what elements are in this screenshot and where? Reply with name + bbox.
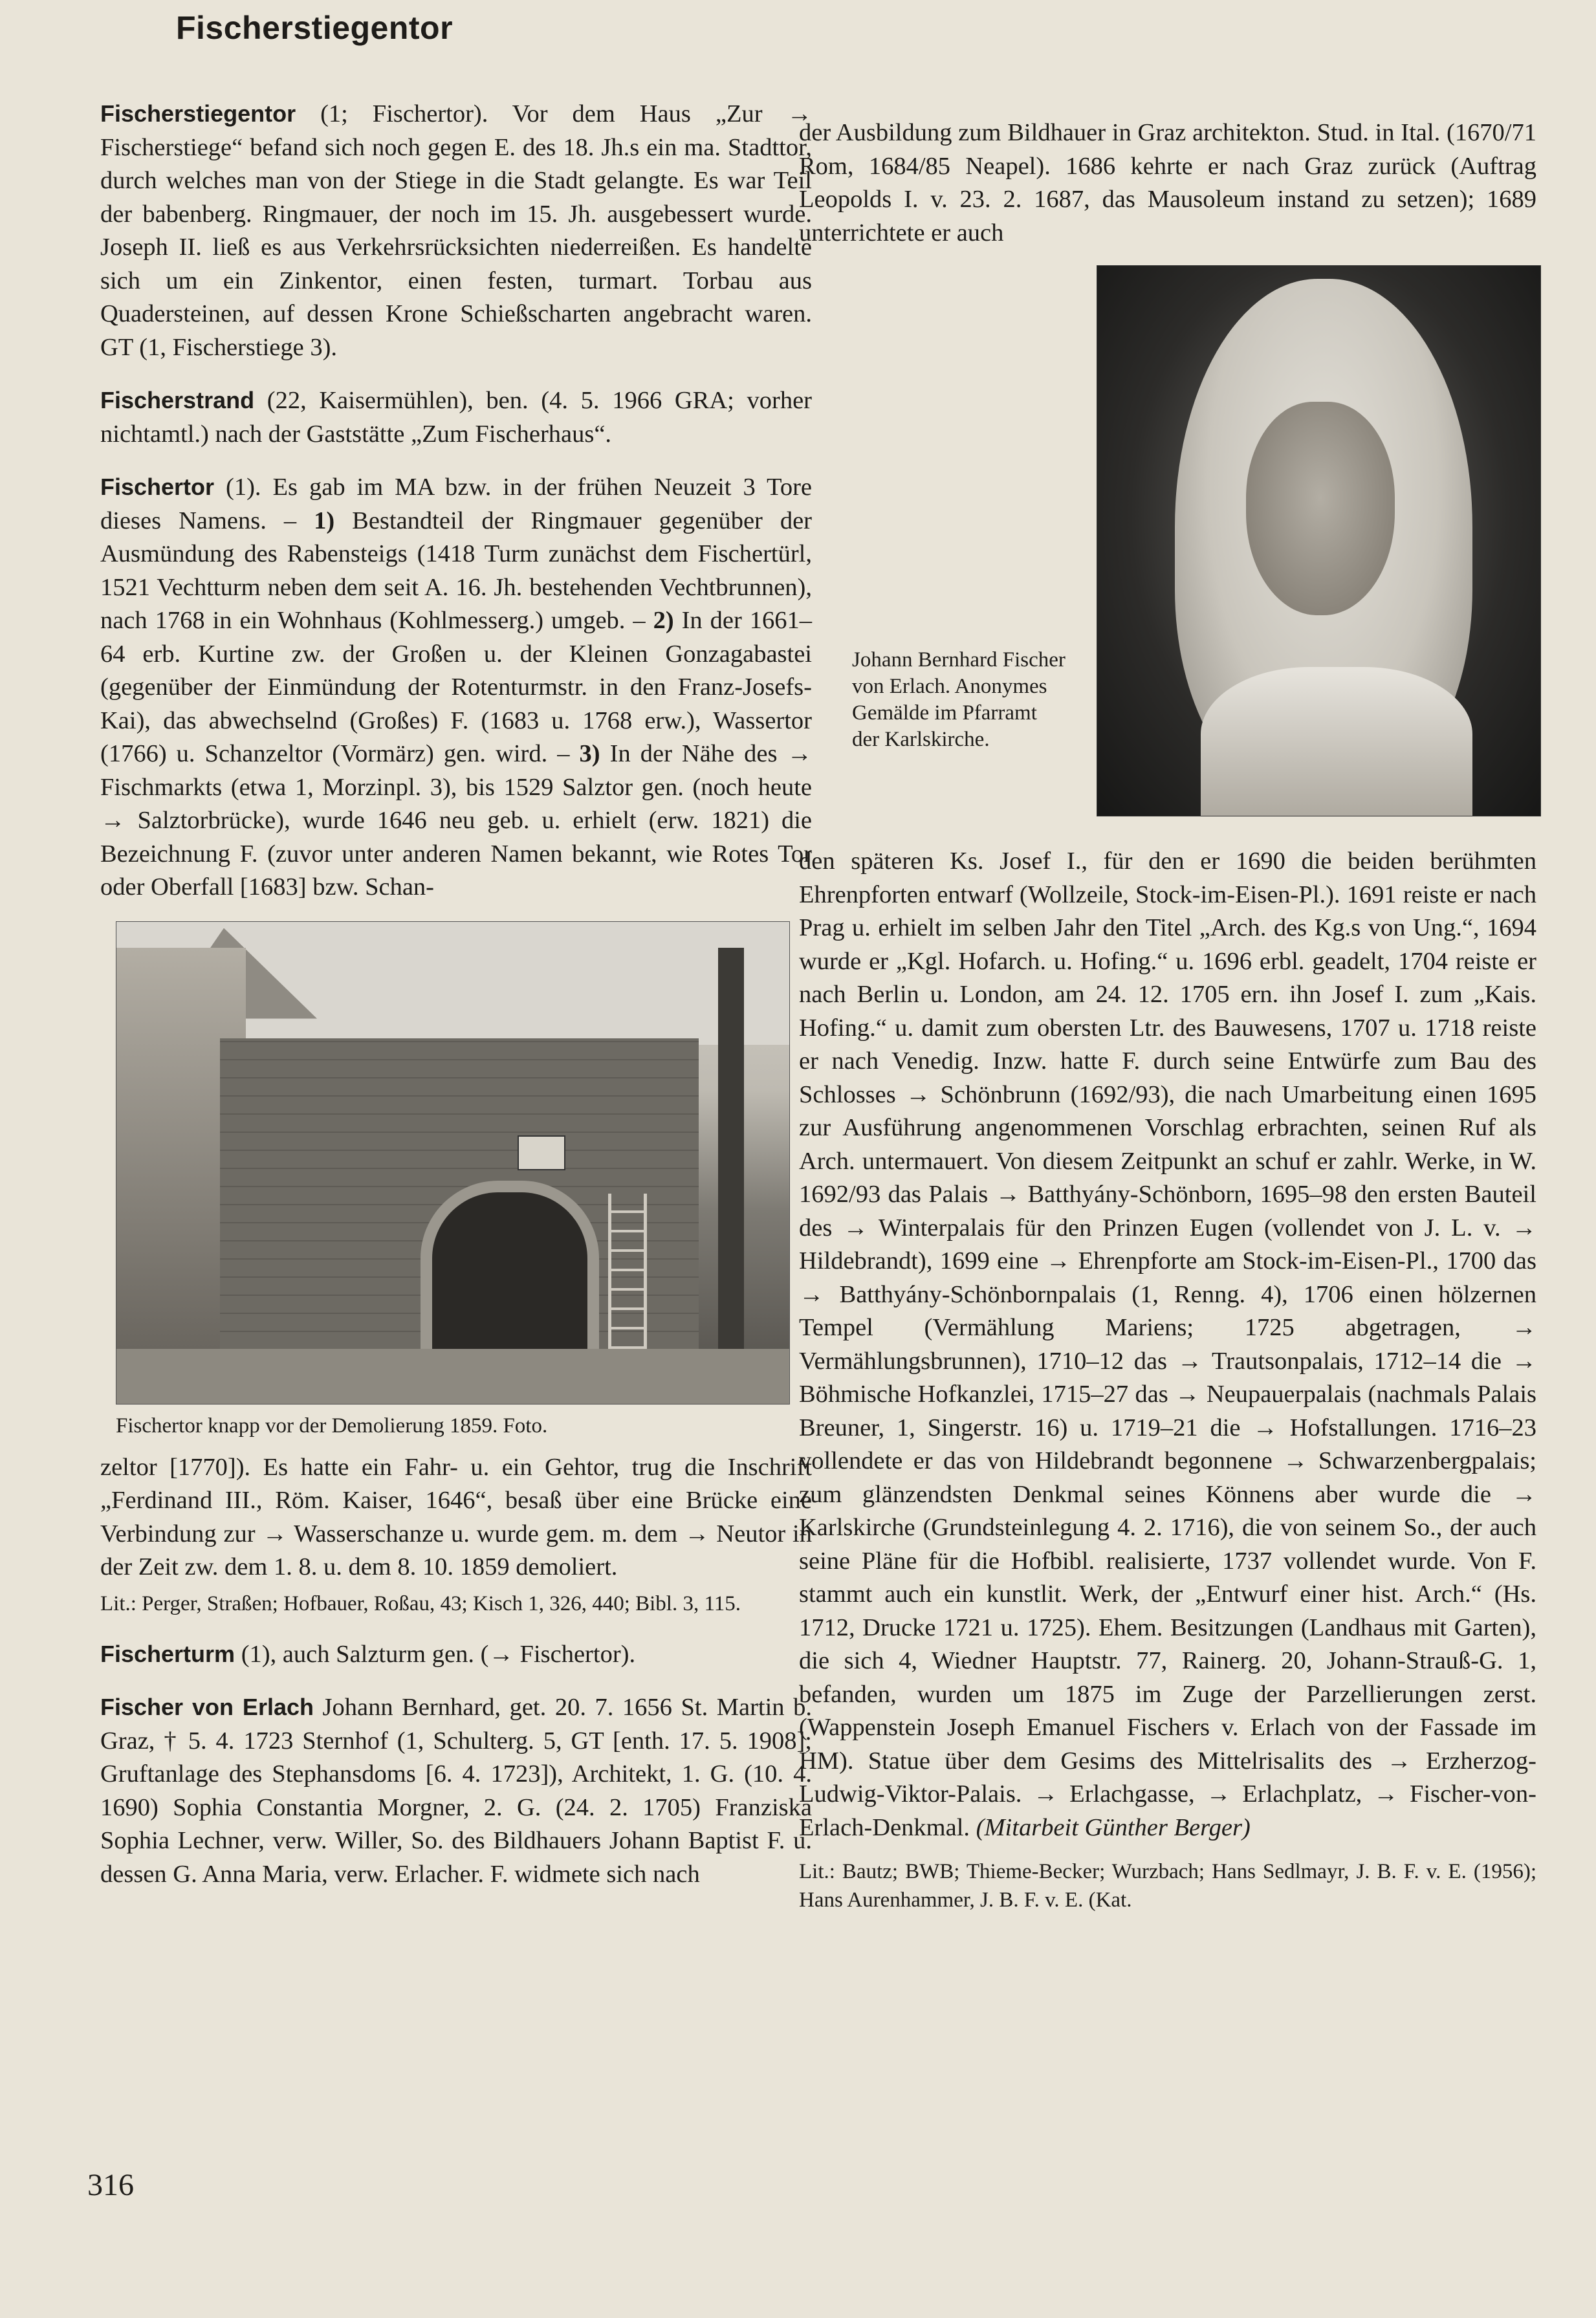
entry-fischertor-continuation: zeltor [1770]). Es hatte ein Fahr- u. ein Gehtor, trug die Inschrift „Ferdinand III., Röm. Kaiser, 1646“, besaß über eine Brücke eine Verbindung zur → Wasserschanze u. wurde gem. m. dem → Neutor in der Zeit zw. dem 1. 8. u. dem 8. 10. 1859 demoliert. [100, 1453, 812, 1580]
entry-fischerturm [100, 1637, 812, 1672]
section-number: 3) [579, 740, 600, 767]
left-column [100, 97, 812, 1910]
headword: Fischer von Erlach [100, 1694, 314, 1720]
entry-text: Bestandteil der Ringmauer gegenüber der Ausmündung des Rabensteigs (1418 Turm zunächst dem Fischertürl, 1521 Vechtturm neben dem seit A. 16. Jh. bestehenden Vechtbrunnen), nach 1768 in ein Wohnhaus (Kohlmesserg.) umgeb. – [100, 507, 813, 634]
right-column [799, 116, 1536, 1934]
entry-text: In der 1661–64 erb. Kurtine zw. der Großen u. der Kleinen Gonzagabastei (gegenüber der Einmündung der Rotenturmstr. in den Franz-Josefs-Kai), das abwechselnd (Großes) F. (1683 u. 1768 erw.), Wassertor (1766) u. Schanzeltor (Vormärz) gen. wird. – [100, 607, 812, 767]
entry-text: (1; Fischertor). Vor dem Haus „Zur → Fischerstiege“ befand sich noch gegen E. des 18. Jh.s ein ma. Stadttor, durch welches man von der Stiege in die Stadt gelangte. Es war Teil der babenberg. Ringmauer, der noch im 15. Jh. ausgebessert wurde. Joseph II. ließ es aus Verkehrsrücksichten niederreißen. Es handelte sich um ein Zinkentor, einen festen, turmart. Torbau aus Quadersteinen, auf dessen Krone Schießscharten angebracht waren. GT (1, Fischerstiege 3). [100, 100, 812, 361]
headword: Fischerstiegentor [100, 100, 296, 127]
fischertor-photo [116, 921, 790, 1405]
portrait-caption: Johann Bernhard Fischer von Erlach. Anonymes Gemälde im Pfarramt der Karlskirche. [852, 648, 1066, 751]
entry-continuation: der Ausbildung zum Bildhauer in Graz architekton. Stud. in Ital. (1670/71 Rom, 1684/85 Neapel). 1686 kehrte er nach Graz zurück (Auftrag Leopolds I. v. 23. 2. 1687, das Mausoleum instand zu setzen); 1689 unterrichtete er auch [799, 119, 1536, 246]
entry-continuation [799, 845, 1536, 1844]
entry-fischerstrand [100, 384, 812, 451]
entry-text: den späteren Ks. Josef I., für den er 1690 die beiden berühmten Ehrenpforten entwarf (Wollzeile, Stock-im-Eisen-Pl.). 1691 reiste er nach Prag u. erhielt im selben Jahr den Titel „Arch. des Kg.s von Ung.“, 1694 wurde er „Kgl. Hofarch. u. Hofing.“ u. 1696 erbl. geadelt, 1704 reiste er nach Berlin u. London, am 24. 12. 1705 ern. ihn Josef I. zum „Kais. Hofing.“ u. damit zum obersten Ltr. des Bauwesens, 1707 u. 1718 reiste er nach Venedig. Inzw. hatte F. durch seine Entwürfe zum Bau des Schlosses → Schönbrunn (1692/93), die nach Umarbeitung einen 1695 zur Ausführung angenommenen Vorschlag erbrachten, seinen Ruf als Arch. untermauert. Von diesem Zeitpunkt an schuf er zahlr. Werke, in W. 1692/93 das Palais → Batthyány-Schönborn, 1695–98 den ersten Bauteil des → Winterpalais für den Prinzen Eugen (vollendet von J. L. v. → Hildebrandt), 1699 eine → Ehrenpforte am Stock-im-Eisen-Pl., 1700 das → Batthyány-Schönbornpalais (1, Renng. 4), 1706 einen hölzernen Tempel (Vermählung Mariens; 1725 abgetragen, → Vermählungsbrunnen), 1710–12 das → Trautsonpalais, 1712–14 die → Böhmische Hofkanzlei, 1715–27 das → Neupauerpalais (nachmals Palais Breuner, 1, Singerstr. 16) u. 1719–21 die → Hofstallungen. 1716–23 vollendete er das von Hildebrandt begonnene → Schwarzenbergpalais; zum glänzendsten Denkmal seines Könnens aber wurde die → Karlskirche (Grundsteinlegung 4. 2. 1716), die von seinem So., der auch seine Pläne für die Hofbibl. realisierte, 1737 vollendet wurde. Von F. stammt auch ein kunstlit. Werk, der „Entwurf einer hist. Arch.“ (Hs. 1712, Drucke 1721 u. 1725). Ehem. Besitzungen (Landhaus mit Garten), die sich 4, Wiedner Hauptstr. 77, Rainerg. 20, Johann-Strauß-G. 1, befanden, wurden um 1875 im Zuge der Parzellierungen zerst. (Wappenstein Joseph Emanuel Fischers v. Erlach von der Fassade im HM). Statue über dem Gesims des Mittelrisalits des → Erzherzog-Ludwig-Viktor-Palais. → Erlachgasse, → Erlachplatz, → Fischer-von-Erlach-Denkmal. [799, 847, 1536, 1841]
page-number: 316 [87, 2168, 134, 2202]
photo-caption: Fischertor knapp vor der Demolierung 1859. Foto. [116, 1414, 548, 1438]
entry-text: (22, Kaisermühlen), ben. (4. 5. 1966 GRA; vorher nichtamtl.) nach der Gaststätte „Zum Fischerhaus“. [100, 387, 812, 448]
headword: Fischerstrand [100, 387, 255, 413]
portrait-figure [799, 259, 1536, 828]
entry-text: (1), auch Salzturm gen. (→ Fischertor). [235, 1640, 636, 1668]
entry-fischertor [100, 470, 812, 904]
entry-fischerstiegentor [100, 97, 812, 364]
section-number: 2) [653, 607, 674, 634]
entry-text: In der Nähe des → Fischmarkts (etwa 1, Morzinpl. 3), bis 1529 Salztor gen. (noch heute → Salztorbrücke), wurde 1646 neu geb. u. erhielt (erw. 1821) die Bezeichnung F. (zuvor unter anderen Namen bekannt, wie Rotes Tor oder Oberfall [1683] bzw. Schan- [100, 740, 813, 901]
portrait-painting [1097, 265, 1541, 816]
entry-fischer-von-erlach [100, 1690, 812, 1891]
gate-photo-figure [116, 921, 795, 1439]
author-credit: (Mitarbeit Günther Berger) [976, 1813, 1251, 1841]
literature-note: Lit.: Bautz; BWB; Thieme-Becker; Wurzbach; Hans Sedlmayr, J. B. F. v. E. (1956); Hans Aurenhammer, J. B. F. v. E. (Kat. [799, 1860, 1536, 1912]
headword: Fischertor [100, 474, 215, 500]
running-head: Fischerstiegentor [176, 10, 454, 46]
headword: Fischerturm [100, 1640, 235, 1667]
entry-text: (1). Es gab im MA bzw. in der frühen Neuzeit 3 Tore dieses Namens. – [100, 474, 812, 534]
section-number: 1) [314, 507, 335, 534]
entry-text: Johann Bernhard, get. 20. 7. 1656 St. Martin b. Graz, † 5. 4. 1723 Sternhof (1, Schulterg. 5, GT [enth. 17. 5. 1908]; Gruftanlage des Stephansdoms [6. 4. 1723]), Architekt, 1. G. (10. 4. 1690) Sophia Constantia Morgner, 2. G. (24. 2. 1705) Franziska Sophia Lechner, verw. Willer, So. des Bildhauers Johann Baptist F. u. dessen G. Anna Maria, verw. Erlacher. F. widmete sich nach [100, 1694, 812, 1888]
literature-note: Lit.: Perger, Straßen; Hofbauer, Roßau, 43; Kisch 1, 326, 440; Bibl. 3, 115. [100, 1591, 741, 1615]
